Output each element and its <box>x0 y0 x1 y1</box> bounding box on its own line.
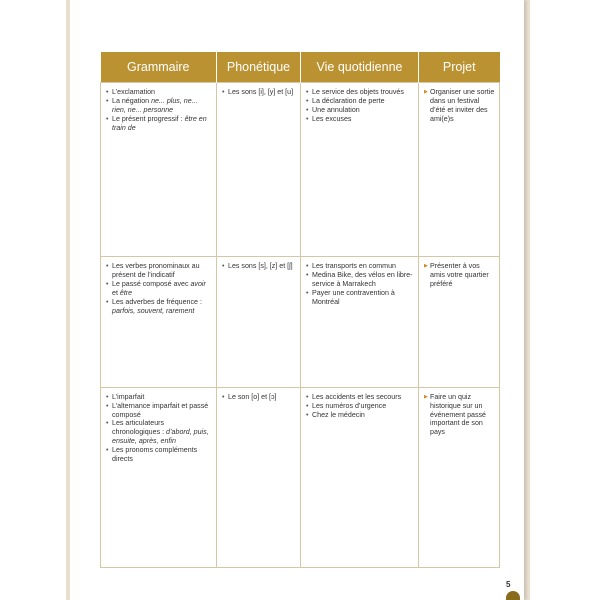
table-row <box>101 83 500 257</box>
italic-text: ne... plus, ne... rien, ne... personne <box>112 96 198 114</box>
header-projet: Projet <box>419 52 500 83</box>
text: Les verbes pronominaux au présent de l’indicatif <box>112 262 200 280</box>
list-item <box>306 115 415 124</box>
list-item <box>106 298 213 316</box>
text: Medina Bike, des vélos en libre-service à Marrakech <box>312 271 413 288</box>
list-item <box>306 97 415 106</box>
list-item <box>306 411 415 420</box>
bullet-list <box>424 88 496 124</box>
text: Les pronoms compléments directs <box>112 446 198 464</box>
text: Faire un quiz historique sur un événement passé important de son pays <box>430 392 486 437</box>
page-number: 5 <box>506 580 511 589</box>
text: Le présent progressif : <box>112 114 185 123</box>
text: Le service des objets trouvés <box>312 88 404 96</box>
vie-quotidienne-cell <box>301 257 419 388</box>
list-item <box>424 262 496 289</box>
list-item <box>106 115 213 133</box>
list-item <box>106 393 213 402</box>
italic-text: d’abord, puis, ensuite, après, enfin <box>112 428 209 446</box>
phonetique-cell <box>217 257 301 388</box>
text: L’imparfait <box>112 392 145 401</box>
list-item <box>306 289 415 307</box>
bullet-list <box>424 393 496 438</box>
list-item <box>106 262 213 280</box>
list-item <box>306 402 415 411</box>
bullet-list <box>424 262 496 289</box>
list-item <box>222 88 297 97</box>
text: L’alternance imparfait et passé composé <box>112 401 209 419</box>
text: Les transports en commun <box>312 262 396 271</box>
list-item <box>106 97 213 115</box>
text: Organiser une sortie dans un festival d’été et inviter des ami(e)s <box>430 88 495 123</box>
list-item <box>424 88 496 124</box>
text: Les sons [i], [y] et [u] <box>228 88 294 96</box>
italic-text: parfois, souvent, rarement <box>112 306 195 315</box>
projet-cell <box>419 257 500 388</box>
list-item <box>222 262 297 271</box>
text: Le son [o] et [ɔ] <box>228 392 277 401</box>
list-item <box>306 106 415 115</box>
bullet-list <box>306 88 415 124</box>
corner-tab <box>506 591 520 600</box>
text: Les sons [s], [z] et [ʃ] <box>228 262 293 271</box>
list-item <box>106 402 213 420</box>
list-item <box>106 446 213 464</box>
list-item <box>306 271 415 289</box>
text: Payer une contravention à Montréal <box>312 288 395 306</box>
vie-quotidienne-cell <box>301 83 419 257</box>
text: Une annulation <box>312 105 360 114</box>
grammaire-cell <box>101 387 217 567</box>
list-item <box>424 393 496 438</box>
italic-text: être en train de <box>112 114 207 132</box>
header-row <box>101 52 500 83</box>
header-grammaire: Grammaire <box>101 52 217 83</box>
projet-cell <box>419 387 500 567</box>
grammaire-cell <box>101 257 217 388</box>
phonetique-cell <box>217 387 301 567</box>
bullet-list <box>106 262 213 315</box>
table-row <box>101 257 500 388</box>
header-phonetique: Phonétique <box>217 52 301 83</box>
bullet-list <box>106 393 213 464</box>
text: Le passé composé avec <box>112 279 191 288</box>
list-item <box>106 419 213 446</box>
list-item <box>306 393 415 402</box>
text: Les numéros d’urgence <box>312 401 387 410</box>
italic-text: avoir <box>190 279 206 288</box>
bullet-list <box>222 393 297 402</box>
vie-quotidienne-cell <box>301 387 419 567</box>
list-item <box>306 262 415 271</box>
bullet-list <box>106 88 213 133</box>
bullet-list <box>222 88 297 97</box>
book-page <box>70 0 524 600</box>
text: Les adverbes de fréquence : <box>112 297 202 306</box>
list-item <box>222 393 297 402</box>
text: Présenter à vos amis votre quartier préféré <box>430 262 489 288</box>
projet-cell <box>419 83 500 257</box>
text: Les articulateurs chronologiques : <box>112 419 167 437</box>
list-item <box>106 88 213 97</box>
text: La déclaration de perte <box>312 96 385 105</box>
header-vie-quotidienne: Vie quotidienne <box>301 52 419 83</box>
bullet-list <box>306 393 415 420</box>
text: Les excuses <box>312 114 352 123</box>
text: L’exclamation <box>112 88 155 96</box>
list-item <box>306 88 415 97</box>
contents-table <box>100 52 500 568</box>
text: et <box>112 288 120 297</box>
text: La négation <box>112 96 152 105</box>
table-row <box>101 387 500 567</box>
text: Les accidents et les secours <box>312 392 402 401</box>
italic-text: être <box>119 288 133 297</box>
text: Chez le médecin <box>312 410 365 419</box>
bullet-list <box>306 262 415 307</box>
bullet-list <box>222 262 297 271</box>
grammaire-cell <box>101 83 217 257</box>
list-item <box>106 280 213 298</box>
phonetique-cell <box>217 83 301 257</box>
